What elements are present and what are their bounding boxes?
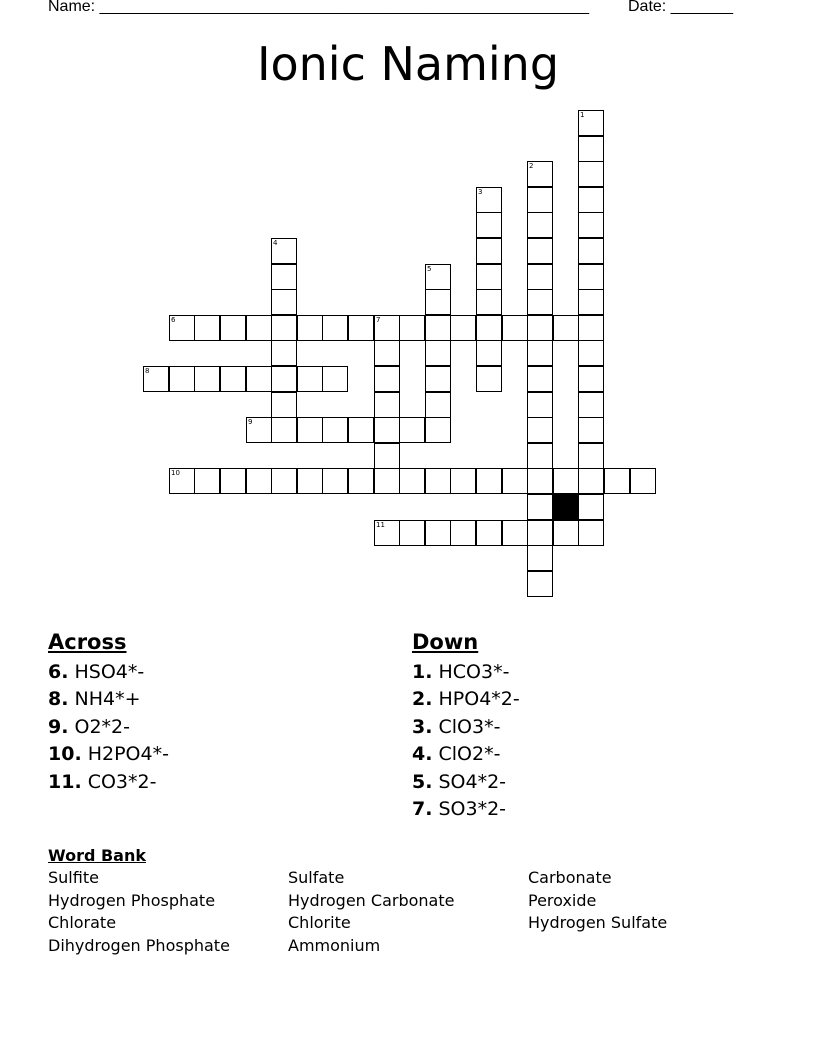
grid-cell[interactable] — [527, 494, 553, 520]
grid-cell[interactable] — [553, 520, 579, 546]
clue-text: H2PO4*- — [81, 743, 169, 766]
grid-cell[interactable] — [527, 315, 553, 341]
cell-number: 10 — [171, 469, 180, 477]
clue-number: 9. — [48, 715, 69, 738]
grid-cell[interactable] — [322, 315, 348, 341]
grid-cell[interactable] — [271, 238, 297, 264]
grid-cell[interactable] — [476, 468, 502, 494]
word-bank-item: Chlorite — [288, 913, 351, 933]
grid-cell[interactable] — [578, 264, 604, 290]
grid-cell[interactable] — [246, 417, 272, 443]
grid-cell[interactable] — [527, 340, 553, 366]
grid-cell[interactable] — [425, 264, 451, 290]
clue-number: 7. — [412, 798, 433, 821]
cell-number: 6 — [171, 316, 176, 324]
clue-text: SO4*2- — [432, 770, 507, 793]
clue-number: 5. — [412, 770, 433, 793]
grid-cell[interactable] — [527, 366, 553, 392]
clue-text: HCO3*- — [432, 661, 510, 683]
grid-cell[interactable] — [553, 468, 579, 494]
black-cell — [553, 494, 579, 520]
word-bank-item: Hydrogen Sulfate — [528, 913, 668, 933]
grid-cell[interactable] — [527, 545, 553, 571]
grid-cell[interactable] — [425, 315, 451, 341]
word-bank-item: Ammonium — [288, 935, 381, 955]
grid-cell[interactable] — [374, 392, 400, 418]
grid-cell[interactable] — [220, 366, 246, 392]
date-field-label: Date: _______ — [628, 0, 733, 15]
grid-cell[interactable] — [399, 315, 425, 341]
grid-cell[interactable] — [578, 392, 604, 418]
grid-cell[interactable] — [322, 417, 348, 443]
grid-cell[interactable] — [374, 340, 400, 366]
grid-cell[interactable] — [271, 417, 297, 443]
grid-cell[interactable] — [271, 340, 297, 366]
clue-text: HSO4*- — [68, 661, 145, 683]
cell-number: 11 — [376, 521, 385, 529]
grid-cell[interactable] — [578, 212, 604, 238]
grid-cell[interactable] — [297, 366, 323, 392]
across-clue — [48, 659, 169, 686]
grid-cell[interactable] — [578, 417, 604, 443]
grid-cell[interactable] — [271, 315, 297, 341]
grid-cell[interactable] — [169, 315, 195, 341]
word-bank-item: Peroxide — [528, 890, 597, 910]
grid-cell[interactable] — [322, 468, 348, 494]
grid-cell[interactable] — [578, 110, 604, 136]
across-clue — [48, 769, 169, 796]
grid-cell[interactable] — [425, 392, 451, 418]
grid-cell[interactable] — [502, 468, 528, 494]
cell-number: 1 — [580, 111, 585, 119]
clue-text: SO3*2- — [432, 798, 507, 821]
clue-text: NH4*+ — [68, 688, 141, 711]
word-bank-item: Carbonate — [528, 868, 612, 887]
across-clue-list — [48, 659, 169, 796]
grid-cell[interactable] — [578, 520, 604, 546]
across-clue — [48, 686, 169, 713]
grid-cell[interactable] — [246, 366, 272, 392]
grid-cell[interactable] — [527, 289, 553, 315]
clue-number: 6. — [48, 661, 69, 683]
cell-number: 2 — [529, 162, 534, 170]
grid-cell[interactable] — [194, 468, 220, 494]
grid-cell[interactable] — [553, 315, 579, 341]
grid-cell[interactable] — [348, 468, 374, 494]
grid-cell[interactable] — [425, 468, 451, 494]
grid-cell[interactable] — [578, 187, 604, 213]
grid-cell[interactable] — [604, 468, 630, 494]
clue-text: HPO4*2- — [432, 688, 520, 711]
cell-number: 7 — [376, 316, 381, 324]
grid-cell[interactable] — [630, 468, 656, 494]
word-bank-item: Hydrogen Phosphate — [48, 890, 216, 910]
grid-cell[interactable] — [476, 366, 502, 392]
word-bank-item: Hydrogen Carbonate — [288, 890, 455, 910]
grid-cell[interactable] — [476, 520, 502, 546]
grid-cell[interactable] — [425, 366, 451, 392]
grid-cell[interactable] — [450, 468, 476, 494]
grid-cell[interactable] — [297, 468, 323, 494]
down-clue — [412, 714, 520, 741]
grid-cell[interactable] — [476, 212, 502, 238]
grid-cell[interactable] — [297, 315, 323, 341]
clue-number: 11. — [48, 770, 82, 793]
down-clue — [412, 769, 520, 796]
clue-number: 2. — [412, 688, 433, 711]
clue-number: 1. — [412, 661, 433, 683]
grid-cell[interactable] — [194, 366, 220, 392]
grid-cell[interactable] — [450, 315, 476, 341]
clue-text: CO3*2- — [81, 770, 157, 793]
grid-cell[interactable] — [527, 520, 553, 546]
down-clue — [412, 741, 520, 768]
cell-number: 5 — [427, 265, 432, 273]
grid-cell[interactable] — [220, 468, 246, 494]
clue-number: 4. — [412, 743, 433, 766]
grid-cell[interactable] — [578, 289, 604, 315]
clue-text: ClO3*- — [432, 715, 501, 738]
grid-cell[interactable] — [527, 571, 553, 597]
grid-cell[interactable] — [502, 315, 528, 341]
down-clue — [412, 796, 520, 823]
grid-cell[interactable] — [527, 212, 553, 238]
grid-cell[interactable] — [271, 264, 297, 290]
across-heading: Across — [48, 630, 127, 654]
down-clue — [412, 659, 520, 686]
grid-cell[interactable] — [194, 315, 220, 341]
cell-number: 9 — [248, 418, 253, 426]
grid-cell[interactable] — [476, 238, 502, 264]
grid-cell[interactable] — [527, 161, 553, 187]
cell-number: 3 — [478, 188, 483, 196]
down-clue-list — [412, 659, 520, 823]
grid-cell[interactable] — [578, 238, 604, 264]
cell-number: 4 — [273, 239, 278, 247]
grid-cell[interactable] — [374, 417, 400, 443]
grid-cell[interactable] — [527, 238, 553, 264]
grid-cell[interactable] — [578, 161, 604, 187]
grid-cell[interactable] — [476, 264, 502, 290]
down-heading: Down — [412, 630, 479, 654]
grid-cell[interactable] — [143, 366, 169, 392]
grid-cell[interactable] — [271, 392, 297, 418]
grid-cell[interactable] — [476, 315, 502, 341]
clue-number: 8. — [48, 688, 69, 711]
word-bank-item: Sulfite — [48, 868, 99, 887]
grid-cell[interactable] — [271, 289, 297, 315]
grid-cell[interactable] — [348, 417, 374, 443]
grid-cell[interactable] — [527, 187, 553, 213]
clue-text: ClO2*- — [432, 743, 501, 766]
word-bank-item: Sulfate — [288, 868, 345, 887]
word-bank-title: Word Bank — [48, 846, 147, 865]
grid-cell[interactable] — [578, 366, 604, 392]
grid-cell[interactable] — [425, 417, 451, 443]
grid-cell[interactable] — [399, 520, 425, 546]
grid-cell[interactable] — [527, 392, 553, 418]
grid-cell[interactable] — [476, 289, 502, 315]
grid-cell[interactable] — [578, 468, 604, 494]
grid-cell[interactable] — [399, 417, 425, 443]
word-bank-item: Chlorate — [48, 913, 117, 933]
grid-cell[interactable] — [374, 520, 400, 546]
grid-cell[interactable] — [374, 468, 400, 494]
grid-cell[interactable] — [169, 468, 195, 494]
clue-number: 10. — [48, 743, 82, 766]
grid-cell[interactable] — [578, 443, 604, 469]
across-clue — [48, 741, 169, 768]
grid-cell[interactable] — [425, 520, 451, 546]
grid-cell[interactable] — [476, 340, 502, 366]
clue-text: O2*2- — [68, 715, 130, 738]
grid-cell[interactable] — [399, 468, 425, 494]
grid-cell[interactable] — [425, 340, 451, 366]
grid-cell[interactable] — [450, 520, 476, 546]
page-title: Ionic Naming — [256, 37, 560, 91]
clue-number: 3. — [412, 715, 433, 738]
grid-cell[interactable] — [297, 417, 323, 443]
grid-cell[interactable] — [374, 315, 400, 341]
grid-cell[interactable] — [374, 366, 400, 392]
grid-cell[interactable] — [578, 494, 604, 520]
name-field-label: Name: _______________________________________________________ — [48, 0, 589, 15]
grid-cell[interactable] — [578, 136, 604, 162]
grid-cell[interactable] — [374, 443, 400, 469]
grid-cell[interactable] — [476, 187, 502, 213]
grid-cell[interactable] — [425, 289, 451, 315]
across-clue — [48, 714, 169, 741]
grid-cell[interactable] — [527, 417, 553, 443]
grid-cell[interactable] — [220, 315, 246, 341]
word-bank-item: Dihydrogen Phosphate — [48, 935, 230, 955]
grid-cell[interactable] — [578, 315, 604, 341]
grid-cell[interactable] — [246, 468, 272, 494]
grid-cell[interactable] — [271, 468, 297, 494]
grid-cell[interactable] — [271, 366, 297, 392]
grid-cell[interactable] — [502, 520, 528, 546]
down-clue — [412, 686, 520, 713]
grid-cell[interactable] — [527, 443, 553, 469]
grid-cell[interactable] — [527, 264, 553, 290]
grid-cell[interactable] — [322, 366, 348, 392]
grid-cell[interactable] — [246, 315, 272, 341]
grid-cell[interactable] — [348, 315, 374, 341]
grid-cell[interactable] — [578, 340, 604, 366]
grid-cell[interactable] — [527, 468, 553, 494]
grid-cell[interactable] — [169, 366, 195, 392]
cell-number: 8 — [145, 367, 150, 375]
